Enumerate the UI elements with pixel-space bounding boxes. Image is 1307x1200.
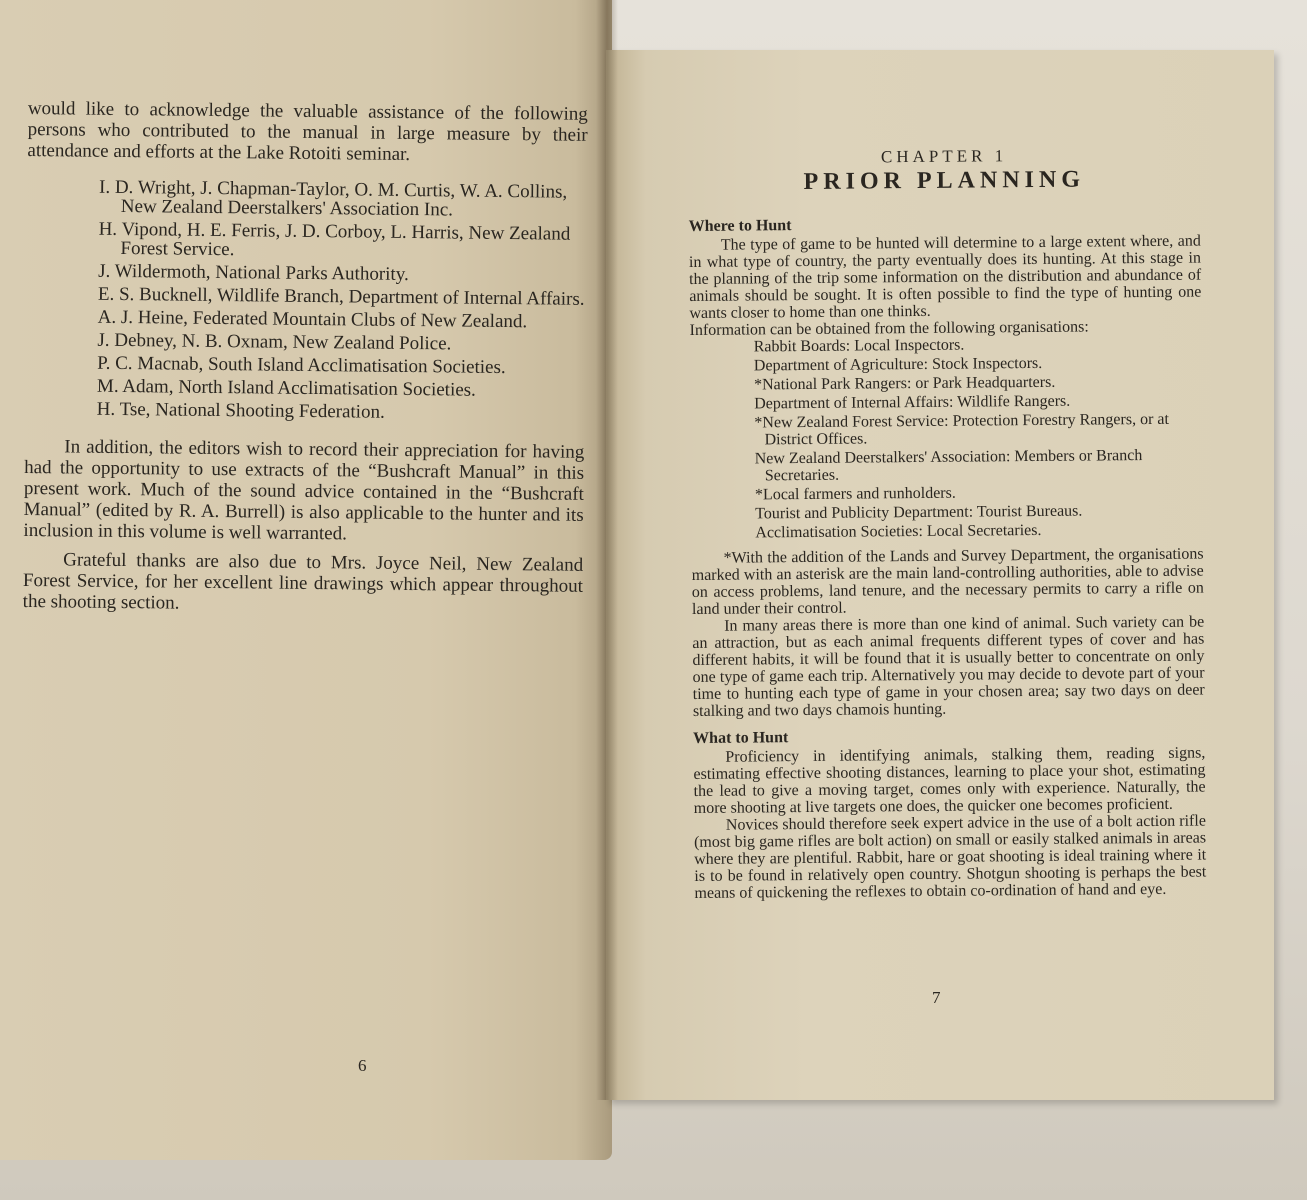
left-page-number: 6	[358, 1056, 367, 1075]
organisation-entry: *Local farmers and runholders.	[754, 484, 956, 504]
organisation-entry: Department of Agriculture: Stock Inspectors.	[753, 354, 1043, 375]
book-gutter	[596, 0, 618, 1100]
contributor-entry: M. Adam, North Island Acclimatisation Societies.	[96, 375, 476, 401]
organisation-entry: Rabbit Boards: Local Inspectors.	[753, 336, 965, 356]
contributor-list	[97, 178, 587, 424]
contributor-entry: J. Debney, N. B. Oxnam, New Zealand Police.	[97, 329, 452, 355]
organisation-entry: Department of Internal Affairs: Wildlife Rangers.	[754, 392, 1071, 413]
appreciation-paragraph: In addition, the editors wish to record their appreciation for having had the opportunity to use extracts of the “Bushcraft Manual” in this present work. Much of the sound advice contained in the “Bushcraft Manual” (edited by R. A. Burrell) is also applicable to the hunter and its inclusion in this volume is well warranted.	[23, 436, 585, 545]
right-page-number: 7	[932, 988, 941, 1007]
contributor-entry: I. D. Wright, J. Chapman-Taylor, O. M. Curtis, W. A. Collins, New Zealand Deerstalkers' Association Inc.	[98, 176, 568, 221]
contributor-entry: J. Wildermoth, National Parks Authority.	[98, 260, 409, 285]
acknowledgement-intro: would like to acknowledge the valuable assistance of the following persons who contributed to the manual in large measure by their attendance and efforts at the Lake Rotoiti seminar.	[27, 98, 588, 166]
animal-variety-paragraph: In many areas there is more than one kind of animal. Such variety can be an attraction, but as each animal frequents different types of cover and has different habits, it will be found that it is usually better to concentrate on only one type of game each trip. Alternatively you may decide to devote part of your time to hunting each type of game in your chosen area; say two days on deer stalking and two days chamois hunting.	[692, 613, 1205, 720]
contributor-entry: E. S. Bucknell, Wildlife Branch, Department of Internal Affairs.	[97, 283, 585, 310]
proficiency-paragraph: Proficiency in identifying animals, stalking them, reading signs, estimating effective shooting distances, learning to place your shot, estimating the lead to give a moving target, comes only with experience. Naturally, the more shooting at live targets one does, the quicker one becomes proficient.	[693, 744, 1206, 817]
chapter-title: PRIOR PLANNING	[803, 166, 1086, 195]
contributor-entry: H. Tse, National Shooting Federation.	[96, 398, 385, 423]
where-to-hunt-paragraph: The type of game to be hunted will determine to a large extent where, and in what type of country, the party eventually does its hunting. At this stage in the planning of the trip some information on the distribution and abundance of animals should be sought. It is often possible to find the type of hunting one wants closer to home than one thinks.	[688, 232, 1202, 322]
organisation-entry: Acclimatisation Societies: Local Secretaries.	[755, 521, 1042, 542]
contributor-entry: H. Vipond, H. E. Ferris, J. D. Corboy, L. Harris, New Zealand Forest Service.	[98, 218, 571, 261]
organisation-entry: *National Park Rangers: or Park Headquarters.	[753, 373, 1056, 394]
section-heading-what-to-hunt: What to Hunt	[693, 729, 789, 747]
novices-paragraph: Novices should therefore seek expert advice in the use of a bolt action rifle (most big game rifles are bolt action) on small or easily stalked animals in areas where they are plentiful. Rabbit, hare or goat shooting is ideal training where it is to be found in relatively open country. Shotgun shooting is perhaps the best means of quickening the reflexes to obtain co-ordination of hand and eye.	[693, 812, 1207, 902]
organisation-entry: New Zealand Deerstalkers' Association: Members or Branch Secretaries.	[754, 447, 1143, 485]
asterisk-note-paragraph: *With the addition of the Lands and Survey Department, the organisations marked with an asterisk are the main land-controlling authorities, able to advise on access problems, land tenure, and the necessary permits to carry a rifle on land under their control.	[691, 545, 1204, 618]
left-page-text	[23, 98, 588, 626]
contributor-entry: P. C. Macnab, South Island Acclimatisation Societies.	[97, 352, 506, 379]
thanks-paragraph: Grateful thanks are also due to Mrs. Joyce Neil, New Zealand Forest Service, for her excellent line drawings which appear throughout the shooting section.	[22, 549, 584, 614]
right-page-text	[688, 146, 1207, 902]
section-heading-where-to-hunt: Where to Hunt	[688, 217, 792, 235]
organisations-intro: Information can be obtained from the following organisations:	[689, 318, 1089, 339]
organisation-entry: *New Zealand Forest Service: Protection Forestry Rangers, or at District Offices.	[754, 410, 1170, 449]
chapter-label: CHAPTER 1	[880, 146, 1008, 167]
organisation-list	[754, 335, 1204, 542]
organisation-entry: Tourist and Publicity Department: Tourist Bureaus.	[755, 502, 1083, 523]
contributor-entry: A. J. Heine, Federated Mountain Clubs of New Zealand.	[97, 306, 528, 333]
